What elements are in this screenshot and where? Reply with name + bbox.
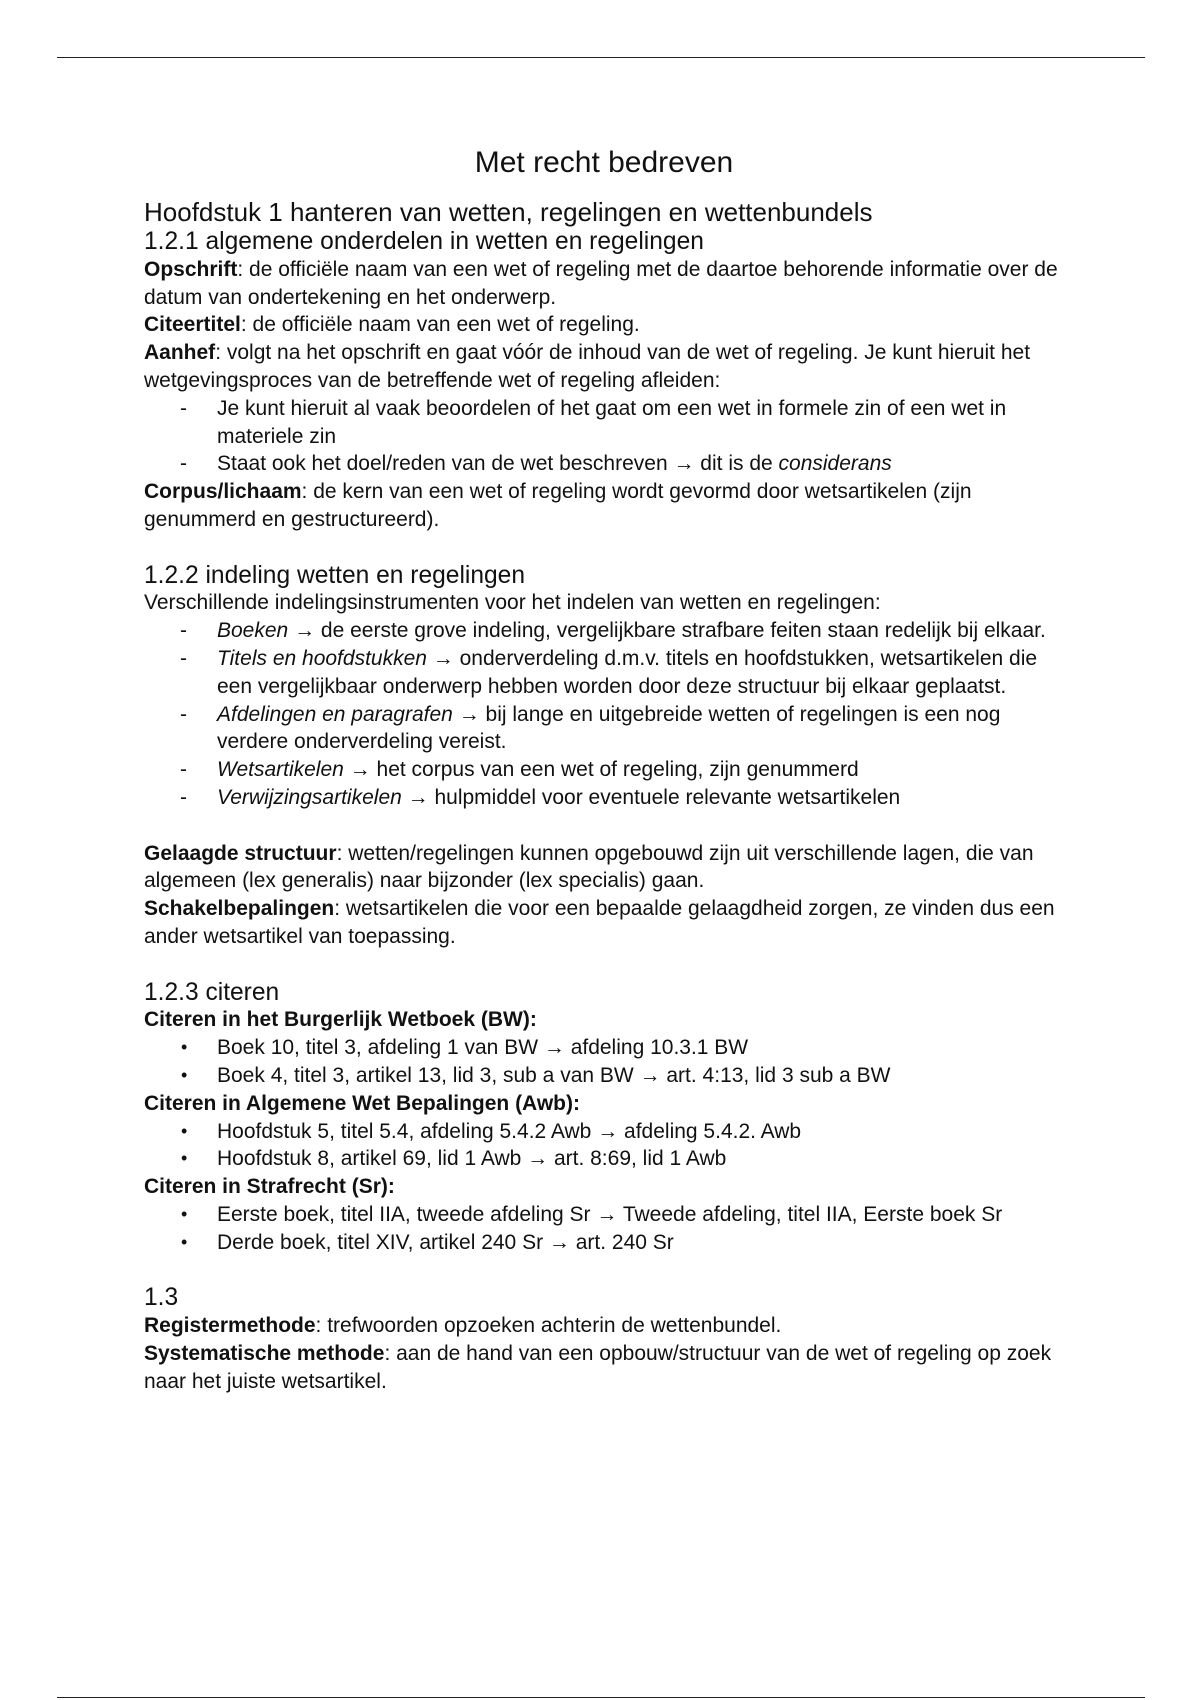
top-rule bbox=[57, 57, 1145, 58]
section-13-heading: 1.3 bbox=[144, 1284, 179, 1312]
list-item-text: Staat ook het doel/reden van de wet beschreven → dit is de bbox=[217, 452, 779, 476]
bullet-marker: • bbox=[181, 1148, 188, 1169]
definition-text: : de officiële naam van een wet of regeling. bbox=[240, 313, 640, 337]
list-item bbox=[144, 395, 1064, 451]
term: Citeertitel bbox=[144, 313, 241, 337]
document-title: Met recht bedreven bbox=[474, 146, 734, 179]
dash-marker: - bbox=[180, 452, 187, 476]
group-title-text: Citeren in het Burgerlijk Wetboek (BW): bbox=[144, 1008, 537, 1032]
definition-corpus bbox=[144, 478, 1064, 534]
list-item-text: → het corpus van een wet of regeling, zijn genummerd bbox=[343, 758, 859, 782]
list-item-emphasis: considerans bbox=[778, 452, 892, 476]
list-item bbox=[144, 645, 1064, 701]
list-item bbox=[144, 450, 1064, 478]
definition-text: : volgt na het opschrift en gaat vóór de inhoud van de wet of regeling. Je kunt hieruit het wetgevingsproces van de betreffende wet of regeling afleiden: bbox=[144, 341, 1031, 392]
list-item-emphasis: Titels en hoofdstukken bbox=[217, 646, 427, 670]
list-item-text: → bij lange en uitgebreide wetten of regelingen is een nog verdere onderverdeling vereist. bbox=[217, 702, 1001, 754]
section-122-intro: Verschillende indelingsinstrumenten voor het indelen van wetten en regelingen: bbox=[144, 591, 881, 615]
list-item-text: → hulpmiddel voor eventuele relevante wetsartikelen bbox=[401, 785, 901, 809]
definition-aanhef bbox=[144, 339, 1064, 395]
list-item-text: → onderverdeling d.m.v. titels en hoofdstukken, wetsartikelen die een vergelijkbaar onderwerp hebben worden door deze structuur bij elkaar geplaatst. bbox=[217, 646, 1038, 698]
dash-marker: - bbox=[180, 702, 187, 726]
bullet-marker: • bbox=[181, 1064, 188, 1085]
definition-opschrift bbox=[144, 256, 1064, 312]
citation-list-awb bbox=[144, 1118, 1064, 1174]
list-item-text: Hoofdstuk 8, artikel 69, lid 1 Awb → art. 8:69, lid 1 Awb bbox=[217, 1147, 727, 1171]
list-item-text: Je kunt hieruit al vaak beoordelen of het gaat om een wet in formele zin of een wet in materiele zin bbox=[217, 396, 1007, 448]
definition-registermethode bbox=[144, 1312, 1064, 1340]
term: Aanhef bbox=[144, 341, 216, 365]
definition-schakelbepalingen bbox=[144, 895, 1064, 951]
citation-group-title bbox=[144, 1173, 1064, 1201]
list-item-emphasis: Wetsartikelen bbox=[217, 758, 344, 782]
citation-list-sr bbox=[144, 1201, 1064, 1257]
bullet-marker: • bbox=[181, 1120, 188, 1141]
list-item bbox=[144, 701, 1064, 757]
term: Corpus/lichaam bbox=[144, 480, 302, 504]
dash-marker: - bbox=[180, 785, 187, 809]
definition-gelaagde-structuur bbox=[144, 840, 1064, 896]
list-item-text: → de eerste grove indeling, vergelijkbare strafbare feiten staan redelijk bij elkaar. bbox=[288, 619, 1046, 643]
definition-systematische-methode bbox=[144, 1340, 1064, 1396]
list-item bbox=[144, 617, 1064, 645]
list-item-emphasis: Boeken bbox=[217, 619, 289, 643]
chapter-heading: Hoofdstuk 1 hanteren van wetten, regelingen en wettenbundels bbox=[144, 197, 873, 227]
section-121-heading: 1.2.1 algemene onderdelen in wetten en regelingen bbox=[144, 228, 704, 255]
list-item bbox=[144, 1118, 1064, 1146]
definition-text: : wetten/regelingen kunnen opgebouwd zijn uit verschillende lagen, die van algemeen (lex generalis) naar bijzonder (lex specialis) gaan. bbox=[144, 841, 1034, 893]
term: Systematische methode bbox=[144, 1341, 385, 1365]
indeling-list bbox=[144, 617, 1064, 812]
definition-text: : de officiële naam van een wet of regeling met de daartoe behorende informatie over de datum van ondertekening en het onderwerp. bbox=[144, 257, 1058, 309]
list-item bbox=[144, 1034, 1064, 1062]
group-title-text: Citeren in Strafrecht (Sr): bbox=[144, 1175, 395, 1199]
list-item-text: Eerste boek, titel IIA, tweede afdeling Sr → Tweede afdeling, titel IIA, Eerste boek Sr bbox=[217, 1202, 1003, 1226]
document-page bbox=[144, 138, 1064, 1395]
section-122-heading: 1.2.2 indeling wetten en regelingen bbox=[144, 561, 526, 589]
aanhef-list bbox=[144, 395, 1064, 478]
list-item bbox=[144, 1062, 1064, 1090]
bottom-rule bbox=[57, 1697, 1145, 1698]
definition-text: : wetsartikelen die voor een bepaalde gelaagdheid zorgen, ze vinden dus een ander wetsartikel van toepassing. bbox=[144, 897, 1055, 948]
dash-marker: - bbox=[180, 646, 187, 670]
list-item bbox=[144, 756, 1064, 784]
list-item-text: Boek 4, titel 3, artikel 13, lid 3, sub a van BW → art. 4:13, lid 3 sub a BW bbox=[217, 1063, 891, 1087]
list-item bbox=[144, 1229, 1064, 1257]
citation-group-title bbox=[144, 1090, 1064, 1118]
definition-citeertitel bbox=[144, 311, 1064, 339]
list-item-text: Boek 10, titel 3, afdeling 1 van BW → afdeling 10.3.1 BW bbox=[217, 1036, 749, 1060]
list-item-emphasis: Afdelingen en paragrafen bbox=[217, 702, 453, 726]
definition-text: : de kern van een wet of regeling wordt gevormd door wetsartikelen (zijn genummerd en gestructureerd). bbox=[144, 480, 972, 531]
section-123-heading: 1.2.3 citeren bbox=[144, 978, 280, 1006]
bullet-marker: • bbox=[181, 1037, 188, 1058]
list-item-emphasis: Verwijzingsartikelen bbox=[217, 785, 402, 809]
term: Registermethode bbox=[144, 1314, 316, 1338]
dash-marker: - bbox=[180, 758, 187, 782]
term: Opschrift bbox=[144, 257, 238, 281]
term: Gelaagde structuur bbox=[144, 841, 337, 865]
group-title-text: Citeren in Algemene Wet Bepalingen (Awb): bbox=[144, 1091, 580, 1115]
list-item bbox=[144, 1145, 1064, 1173]
term: Schakelbepalingen bbox=[144, 897, 335, 921]
bullet-marker: • bbox=[181, 1231, 188, 1252]
list-item bbox=[144, 784, 1064, 812]
dash-marker: - bbox=[180, 619, 187, 643]
citation-group-title bbox=[144, 1006, 1064, 1034]
list-item-text: Derde boek, titel XIV, artikel 240 Sr → art. 240 Sr bbox=[217, 1230, 674, 1254]
bullet-marker: • bbox=[181, 1203, 188, 1224]
list-item bbox=[144, 1201, 1064, 1229]
definition-text: : trefwoorden opzoeken achterin de wettenbundel. bbox=[315, 1314, 782, 1338]
dash-marker: - bbox=[180, 396, 187, 420]
list-item-text: Hoofdstuk 5, titel 5.4, afdeling 5.4.2 Awb → afdeling 5.4.2. Awb bbox=[217, 1119, 802, 1143]
citation-list-bw bbox=[144, 1034, 1064, 1090]
definition-text: : aan de hand van een opbouw/structuur van de wet of regeling op zoek naar het juiste wetsartikel. bbox=[144, 1341, 1052, 1393]
